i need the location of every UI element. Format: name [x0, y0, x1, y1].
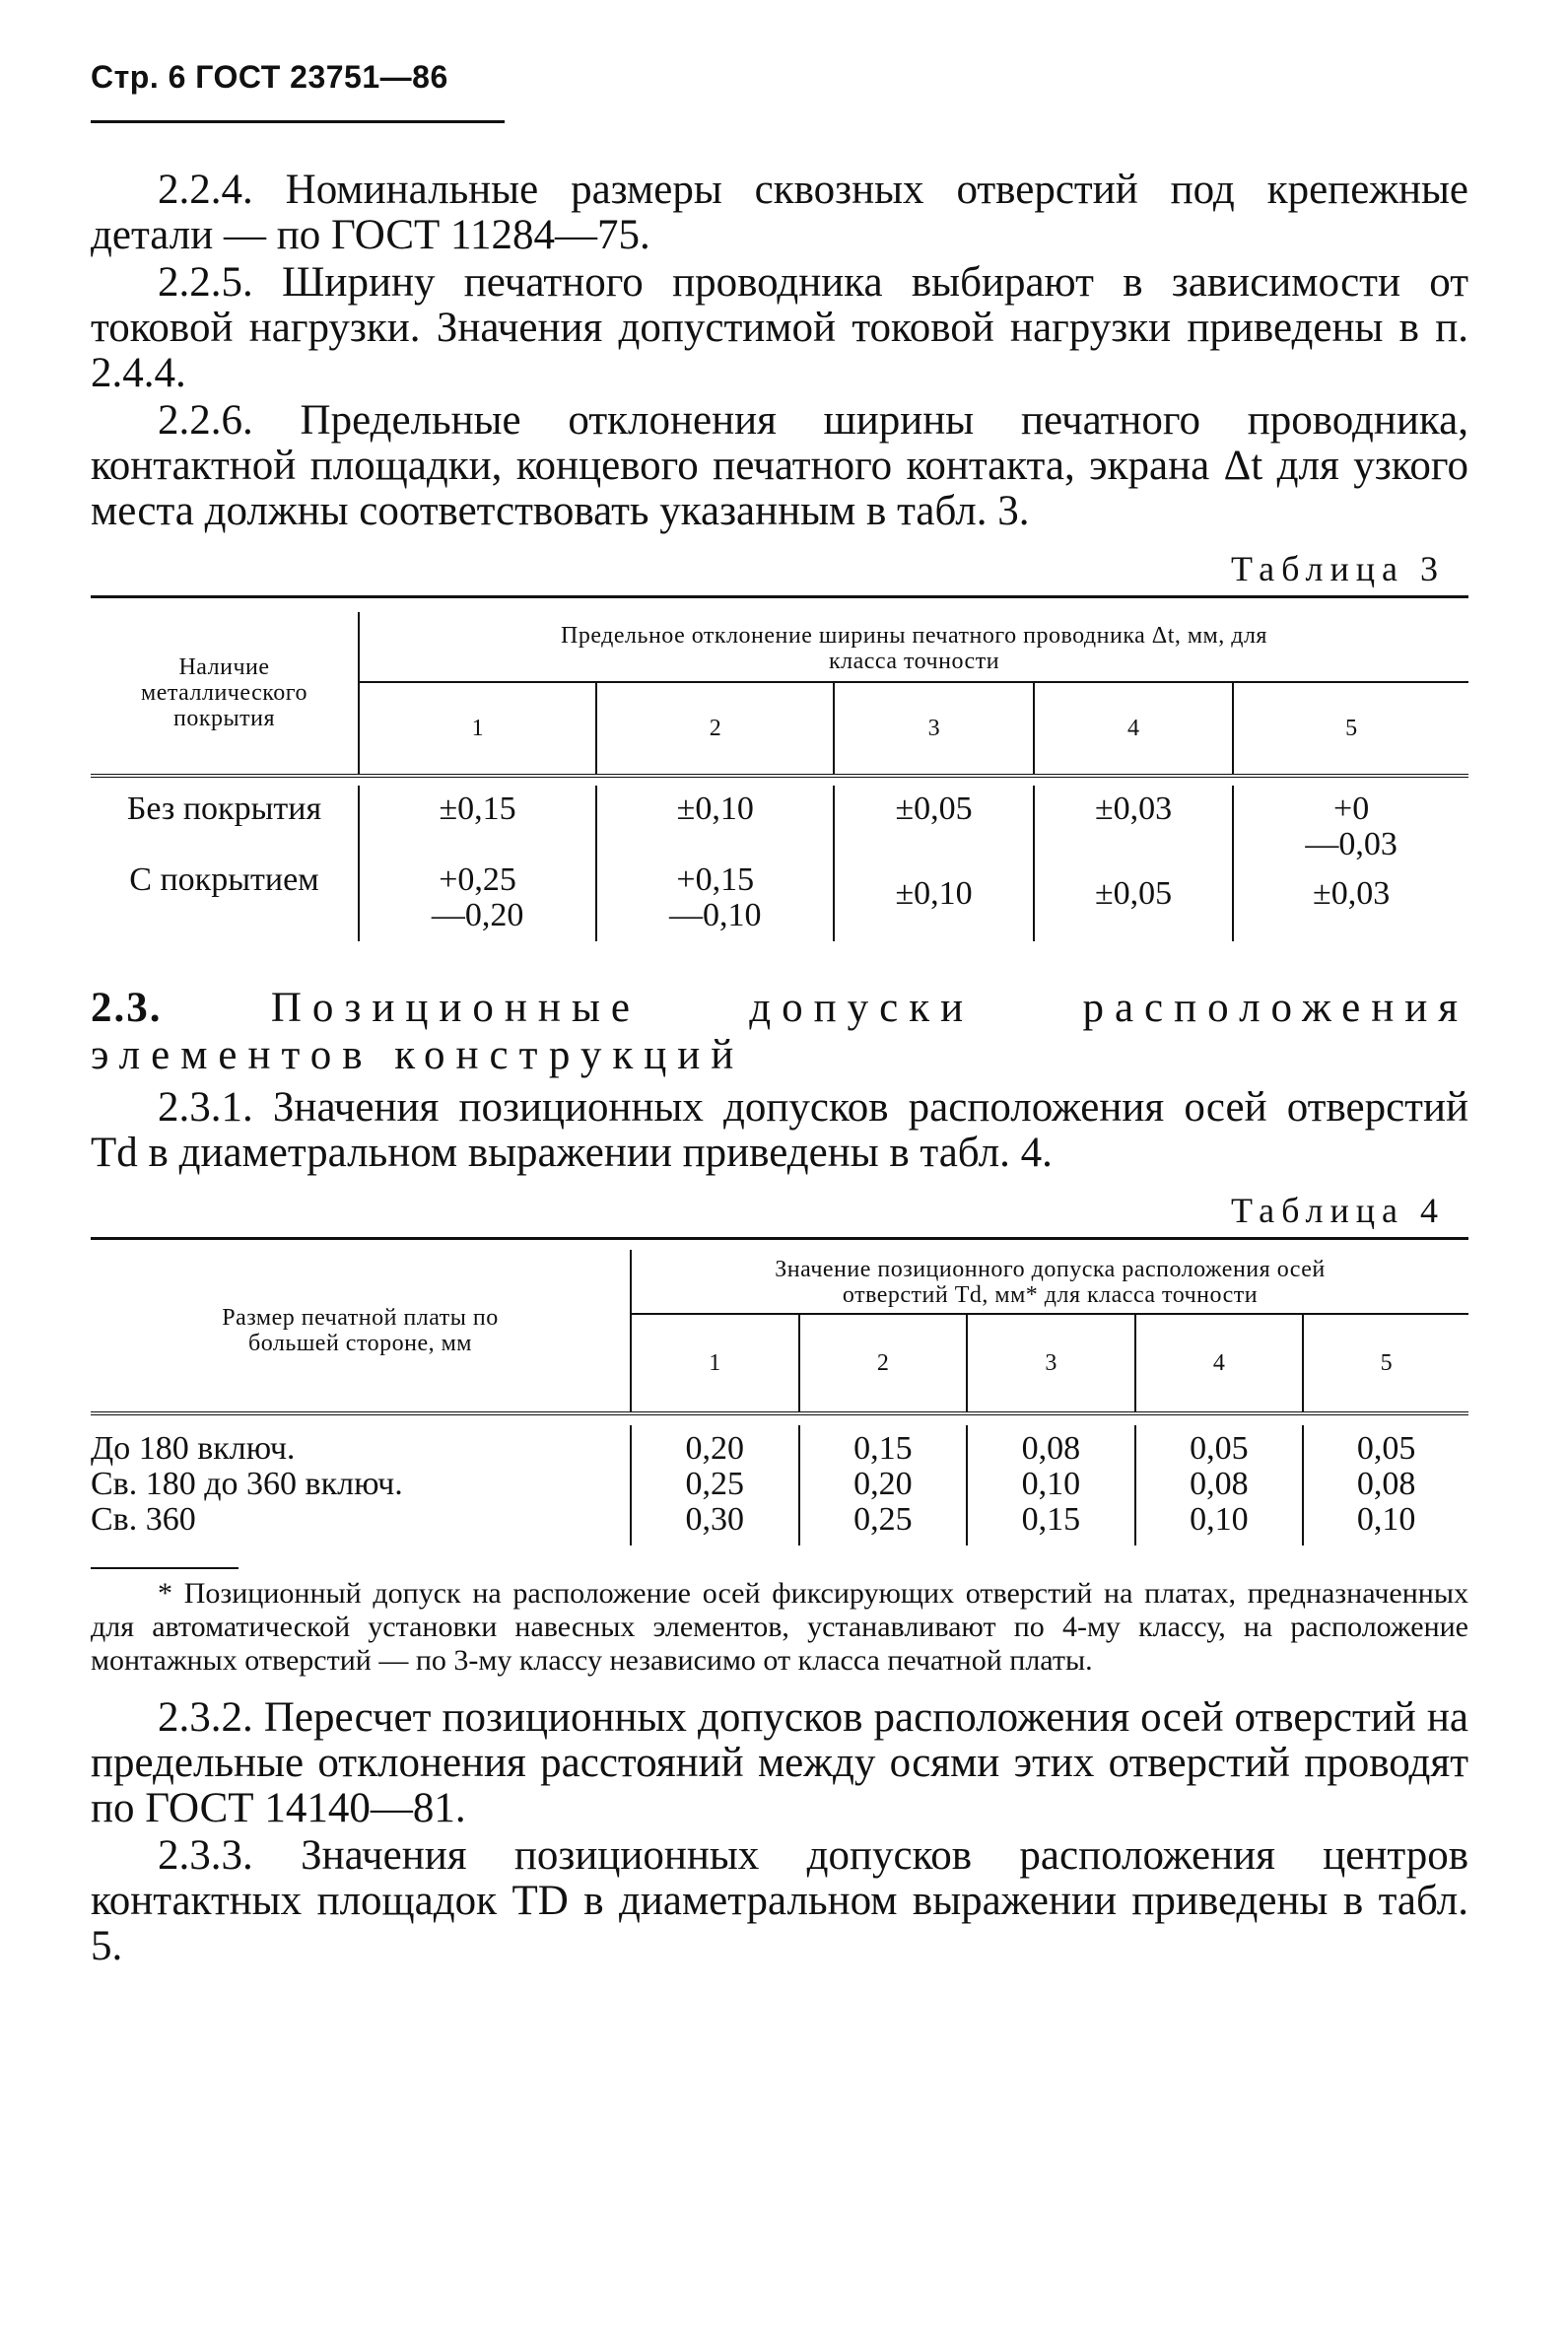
table4-row2-c3: 0,10: [967, 1467, 1135, 1502]
table4-row1-c1: 0,20: [631, 1425, 799, 1467]
table-row: [91, 1425, 1468, 1467]
footnote: * Позиционный допуск на расположение осей фиксирующих отверстий на платах, предназначенных для автоматической установки навесных элементов, устанавливают по 4-му классу, на расположение монтажных отверстий — по 3-му классу независимо от класса печатной платы.: [91, 1577, 1468, 1677]
table4-row2-c2: 0,20: [799, 1467, 968, 1502]
table4-caption: Таблица 4: [1231, 1191, 1445, 1230]
table3-row1-c4: ±0,03: [1034, 786, 1233, 862]
table3-row2-c2: +0,15 —0,10: [596, 862, 834, 941]
table4-row1-c3: 0,08: [967, 1425, 1135, 1467]
section-2-3-heading: [91, 985, 1468, 1079]
table4-row3-c3: 0,15: [967, 1502, 1135, 1546]
table3-row1-c3: ±0,05: [834, 786, 1033, 862]
footnote-rule: [91, 1567, 239, 1569]
table4-row-header: Размер печатной платы по большей стороне, мм: [222, 1305, 499, 1356]
paragraph-2-2-6: 2.2.6. Предельные отклонения ширины печатного проводника, контактной площадки, концевого печатного контакта, экрана Δt для узкого места должны соответствовать указанным в табл. 3.: [91, 397, 1468, 534]
table4-row2-label: Св. 180 до 360 включ.: [91, 1466, 403, 1502]
paragraph-2-2-5: 2.2.5. Ширину печатного проводника выбирают в зависимости от токовой нагрузки. Значения допустимой токовой нагрузки приведены в п. 2.4.4.: [91, 259, 1468, 396]
table4-row1-c5: 0,05: [1303, 1425, 1468, 1467]
table3-group-header: Предельное отклонение ширины печатного проводника Δt, мм, для класса точности: [359, 612, 1468, 682]
table3-row1-c5: +0 —0,03: [1233, 786, 1468, 862]
table4-row1-c4: 0,05: [1135, 1425, 1304, 1467]
paragraph-2-3-1: 2.3.1. Значения позиционных допусков расположения осей отверстий Td в диаметральном выражении приведены в табл. 4.: [91, 1084, 1468, 1176]
table-row: [91, 786, 1468, 862]
table3-class-1: 1: [359, 682, 596, 776]
table4-row3-c5: 0,10: [1303, 1502, 1468, 1546]
table4-class-5: 5: [1303, 1314, 1468, 1413]
page-header: Стр. 6 ГОСТ 23751—86: [91, 59, 448, 95]
table4-row3-label: Св. 360: [91, 1501, 196, 1538]
table3-row2-c3: ±0,10: [834, 862, 1033, 941]
table3-class-2: 2: [596, 682, 834, 776]
table3-row2-c4: ±0,05: [1034, 862, 1233, 941]
paragraph-2-2-4: 2.2.4. Номинальные размеры сквозных отверстий под крепежные детали — по ГОСТ 11284—75.: [91, 167, 1468, 258]
table4-class-4: 4: [1135, 1314, 1304, 1413]
table3-class-3: 3: [834, 682, 1033, 776]
table4: [91, 1237, 1468, 1546]
table3-row1-label: Без покрытия: [126, 790, 322, 827]
table3-row-header: Наличие металлического покрытия: [141, 654, 307, 731]
page-body: [91, 168, 1468, 1969]
paragraph-2-3-3: 2.3.3. Значения позиционных допусков расположения центров контактных площадок TD в диаметральном выражении приведены в табл. 5.: [91, 1832, 1468, 1969]
table3-class-4: 4: [1034, 682, 1233, 776]
table4-class-2: 2: [799, 1314, 968, 1413]
paragraph-2-3-2: 2.3.2. Пересчет позиционных допусков расположения осей отверстий на предельные отклонения расстояний между осями этих отверстий проводят по ГОСТ 14140—81.: [91, 1694, 1468, 1831]
table4-row2-c5: 0,08: [1303, 1467, 1468, 1502]
table4-row3-c1: 0,30: [631, 1502, 799, 1546]
section-2-3-number: 2.3.: [91, 985, 163, 1031]
table4-row3-c4: 0,10: [1135, 1502, 1304, 1546]
table3-class-5: 5: [1233, 682, 1468, 776]
table-row: [91, 1467, 1468, 1502]
table3-row1-c1: ±0,15: [359, 786, 596, 862]
table3-row2-c5: ±0,03: [1233, 862, 1468, 941]
section-2-3-title: Позиционные допуски расположения элементов конструкций: [91, 985, 1469, 1078]
table3-row2-c1: +0,25 —0,20: [359, 862, 596, 941]
table4-group-header: Значение позиционного допуска расположения осей отверстий Td, мм* для класса точности: [631, 1250, 1468, 1314]
table4-class-3: 3: [967, 1314, 1135, 1413]
table-row: [91, 862, 1468, 941]
table4-row1-label: До 180 включ.: [91, 1430, 296, 1467]
table3-caption: Таблица 3: [1231, 549, 1445, 588]
table-row: [91, 1502, 1468, 1546]
header-rule: [91, 120, 505, 123]
table4-row2-c1: 0,25: [631, 1467, 799, 1502]
table4-row2-c4: 0,08: [1135, 1467, 1304, 1502]
table3-row1-c2: ±0,10: [596, 786, 834, 862]
table4-class-1: 1: [631, 1314, 799, 1413]
table3: [91, 595, 1468, 941]
table3-row2-label: С покрытием: [129, 861, 319, 898]
table4-row1-c2: 0,15: [799, 1425, 968, 1467]
table4-row3-c2: 0,25: [799, 1502, 968, 1546]
